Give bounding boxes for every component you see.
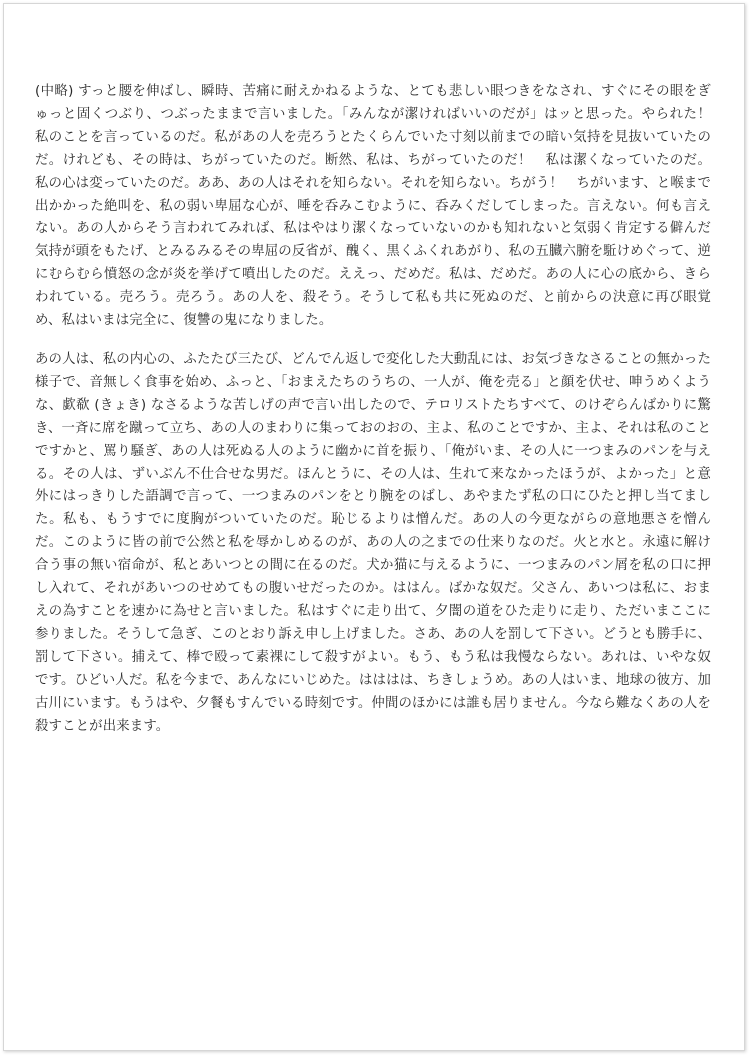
paragraph-2: あの人は、私の内心の、ふたたび三たび、どんでん返しで変化した大動乱には、お気づきなさることの無かった様子で、音無しく食事を始め、ふっと、「おまえたちのうちの、一人が、俺を売る」と顔を伏せ、呻うめくような、歔欷 (きょき) なさるような苦しげの声で言い出したので、テロリストたちすべて、のけぞらんばかりに驚き、一斉に席を蹴って立ち、あの人のまわりに集っておのおの、主よ、私のことですか、主よ、それは私のことですかと、罵り騒ぎ、あの人は死ぬる人のように幽かに首を振り、「俺がいま、その人に一つまみのパンを与える。その人は、ずいぶん不仕合せな男だ。ほんとうに、その人は、生れて来なかったほうが、よかった」と意外にはっきりした語調で言って、一つまみのパンをとり腕をのばし、あやまたず私の口にひたと押し当てました。私も、もうすでに度胸がついていたのだ。恥じるよりは憎んだ。あの人の今更ながらの意地悪さを憎んだ。このように皆の前で公然と私を辱かしめるのが、あの人の之までの仕来りなのだ。火と水と。永遠に解け合う事の無い宿命が、私とあいつとの間に在るのだ。犬か猫に与えるように、一つまみのパン屑を私の口に押し入れて、それがあいつのせめてもの腹いせだったのか。ははん。ばかな奴だ。父さん、あいつは私に、おまえの為すことを速かに為せと言いました。私はすぐに走り出て、夕闇の道をひた走りに走り、ただいまここに参りました。そうして急ぎ、このとおり訴え申し上げました。さあ、あの人を罰して下さい。どうとも勝手に、罰して下さい。捕えて、棒で殴って素裸にして殺すがよい。もう、もう私は我慢ならない。あれは、いやな奴です。ひどい人だ。私を今まで、あんなにいじめた。はははは、ちきしょうめ。あの人はいま、地球の彼方、加古川にいます。もうはや、夕餐もすんでいる時刻です。仲間のほかには誰も居りません。今なら難なくあの人を殺すことが出来ます。 — [35, 352, 711, 734]
document-page — [3, 3, 745, 1051]
paragraph-1: (中略) すっと腰を伸ばし、瞬時、苦痛に耐えかねるような、とても悲しい眼つきをなされ、すぐにその眼をぎゅっと固くつぶり、つぶったままで言いました。「みんなが潔ければいいのだが」はッと思った。やられた！ 私のことを言っているのだ。私があの人を売ろうとたくらんでいた寸刻以前までの暗い気持を見抜いていたのだ。けれども、その時は、ちがっていたのだ。断然、私は、ちがっていたのだ！ 私は潔くなっていたのだ。私の心は変っていたのだ。ああ、あの人はそれを知らない。それを知らない。ちがう！ ちがいます、と喉まで出かかった絶叫を、私の弱い卑屈な心が、唾を呑みこむように、呑みくだしてしまった。言えない。何も言えない。あの人からそう言われてみれば、私はやはり潔くなっていないのかも知れないと気弱く肯定する僻んだ気持が頭をもたげ、とみるみるその卑屈の反省が、醜く、黒くふくれあがり、私の五臓六腑を駈けめぐって、逆にむらむら憤怒の念が炎を挙げて噴出したのだ。ええっ、だめだ。私は、だめだ。あの人に心の底から、きらわれている。売ろう。売ろう。あの人を、殺そう。そうして私も共に死ぬのだ、と前からの決意に再び眼覚め、私はいまは完全に、復讐の鬼になりました。 — [35, 84, 725, 329]
